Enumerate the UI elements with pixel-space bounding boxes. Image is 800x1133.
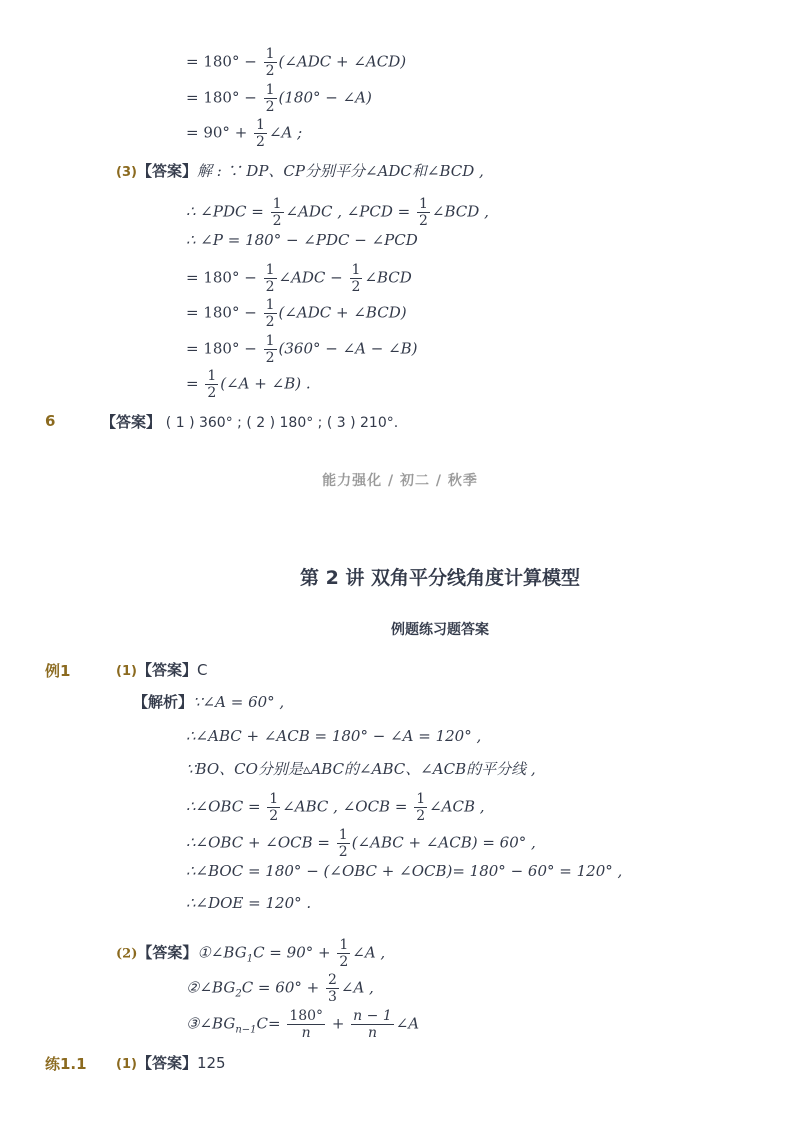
ex1-analysis-3: ∵BO、CO分别是▵ABC的∠ABC、∠ACB的平分线 , <box>186 760 536 778</box>
practice-1-1-answer: (1)【答案】125 <box>116 1054 226 1072</box>
analysis-tag: 【解析】 <box>133 693 194 711</box>
lecture-title: 第 2 讲 双角平分线角度计算模型 <box>299 567 581 589</box>
fraction-half: $\frac{1}{2}$ <box>256 117 265 150</box>
q6-answer: 【答案】 ( 1 ) 360° ; ( 2 ) 180° ; ( 3 ) 210°. <box>101 413 399 431</box>
section-subtitle: 例题练习题答案 <box>391 622 489 638</box>
part3-line-7: = $\frac{1}{2}$ (∠A + ∠B) . <box>186 368 311 401</box>
part3-line-6: = 180° − $\frac{1}{2}$ (360° − ∠A − ∠B) <box>186 333 418 366</box>
part-marker: (3) <box>116 165 137 180</box>
practice-label: 练1.1 <box>45 1055 87 1073</box>
fraction-half: $\frac{1}{2}$ <box>265 46 275 79</box>
fraction-half: $\frac{1}{2}$ <box>265 82 275 115</box>
ex1-part1-answer: (1)【答案】C <box>116 661 208 679</box>
answer-tag: 【答案】 <box>136 162 197 180</box>
part3-line-3: ∴ ∠P = 180° − ∠PDC − ∠PCD <box>186 231 418 249</box>
ex1-analysis-6: ∴∠BOC = 180° − (∠OBC + ∠OCB)= 180° − 60° = 120° , <box>186 862 623 880</box>
question-number: 6 <box>45 412 56 430</box>
ex1-analysis-7: ∴∠DOE = 120° . <box>186 894 312 912</box>
part3-line-5: = 180° − $\frac{1}{2}$ (∠ADC + ∠BCD) <box>186 297 407 330</box>
ex1-part2-line-1: (2)【答案】$①\angle BG_1C = 90^\circ$ + $\frac{1}{2}$ ∠A , <box>116 937 386 970</box>
ex1-analysis-1: 【解析】∵∠A = 60° , <box>133 693 285 711</box>
ex1-analysis-5: ∴∠OBC + ∠OCB = $\frac{1}{2}$ (∠ABC + ∠ACB) = 60° , <box>186 827 536 860</box>
part3-header: (3)【答案】解 : ∵ DP、CP分别平分∠ADC和∠BCD , <box>116 162 484 180</box>
part3-line-4: = 180° − $\frac{1}{2}$ ∠ADC − $\frac{1}{2}$ ∠BCD <box>186 262 412 295</box>
part3-line-2: ∴ ∠PDC = $\frac{1}{2}$ ∠ADC , ∠PCD = $\frac{1}{2}$ ∠BCD , <box>186 196 489 229</box>
derivation-line-2: = 180° − $\frac{1}{2}$ (180° − ∠A) <box>186 82 372 115</box>
derivation-line-1: = 180° − $\frac{1}{2}$ (∠ADC + ∠ACD) <box>186 46 407 79</box>
answer-tag: 【答案】 <box>101 413 162 431</box>
ex1-part2-line-3: $③\angle BG_{n-1}C=$ $\frac{180^\circ}{n}$ + $\frac{n - 1}{n}$ ∠A <box>186 1008 420 1041</box>
page-footer: 能力强化 / 初二 / 秋季 <box>322 473 478 489</box>
example-label: 例1 <box>45 662 71 680</box>
ex1-analysis-4: ∴∠OBC = $\frac{1}{2}$ ∠ABC , ∠OCB = $\frac{1}{2}$ ∠ACB , <box>186 791 485 824</box>
ex1-analysis-2: ∴∠ABC + ∠ACB = 180° − ∠A = 120° , <box>186 727 482 745</box>
derivation-line-3: = 90° + $\frac{1}{2}$ ∠A ; <box>186 117 303 150</box>
ex1-part2-line-2: $②\angle BG_2C = 60^\circ$ + $\frac{2}{3}$ ∠A , <box>186 972 374 1005</box>
